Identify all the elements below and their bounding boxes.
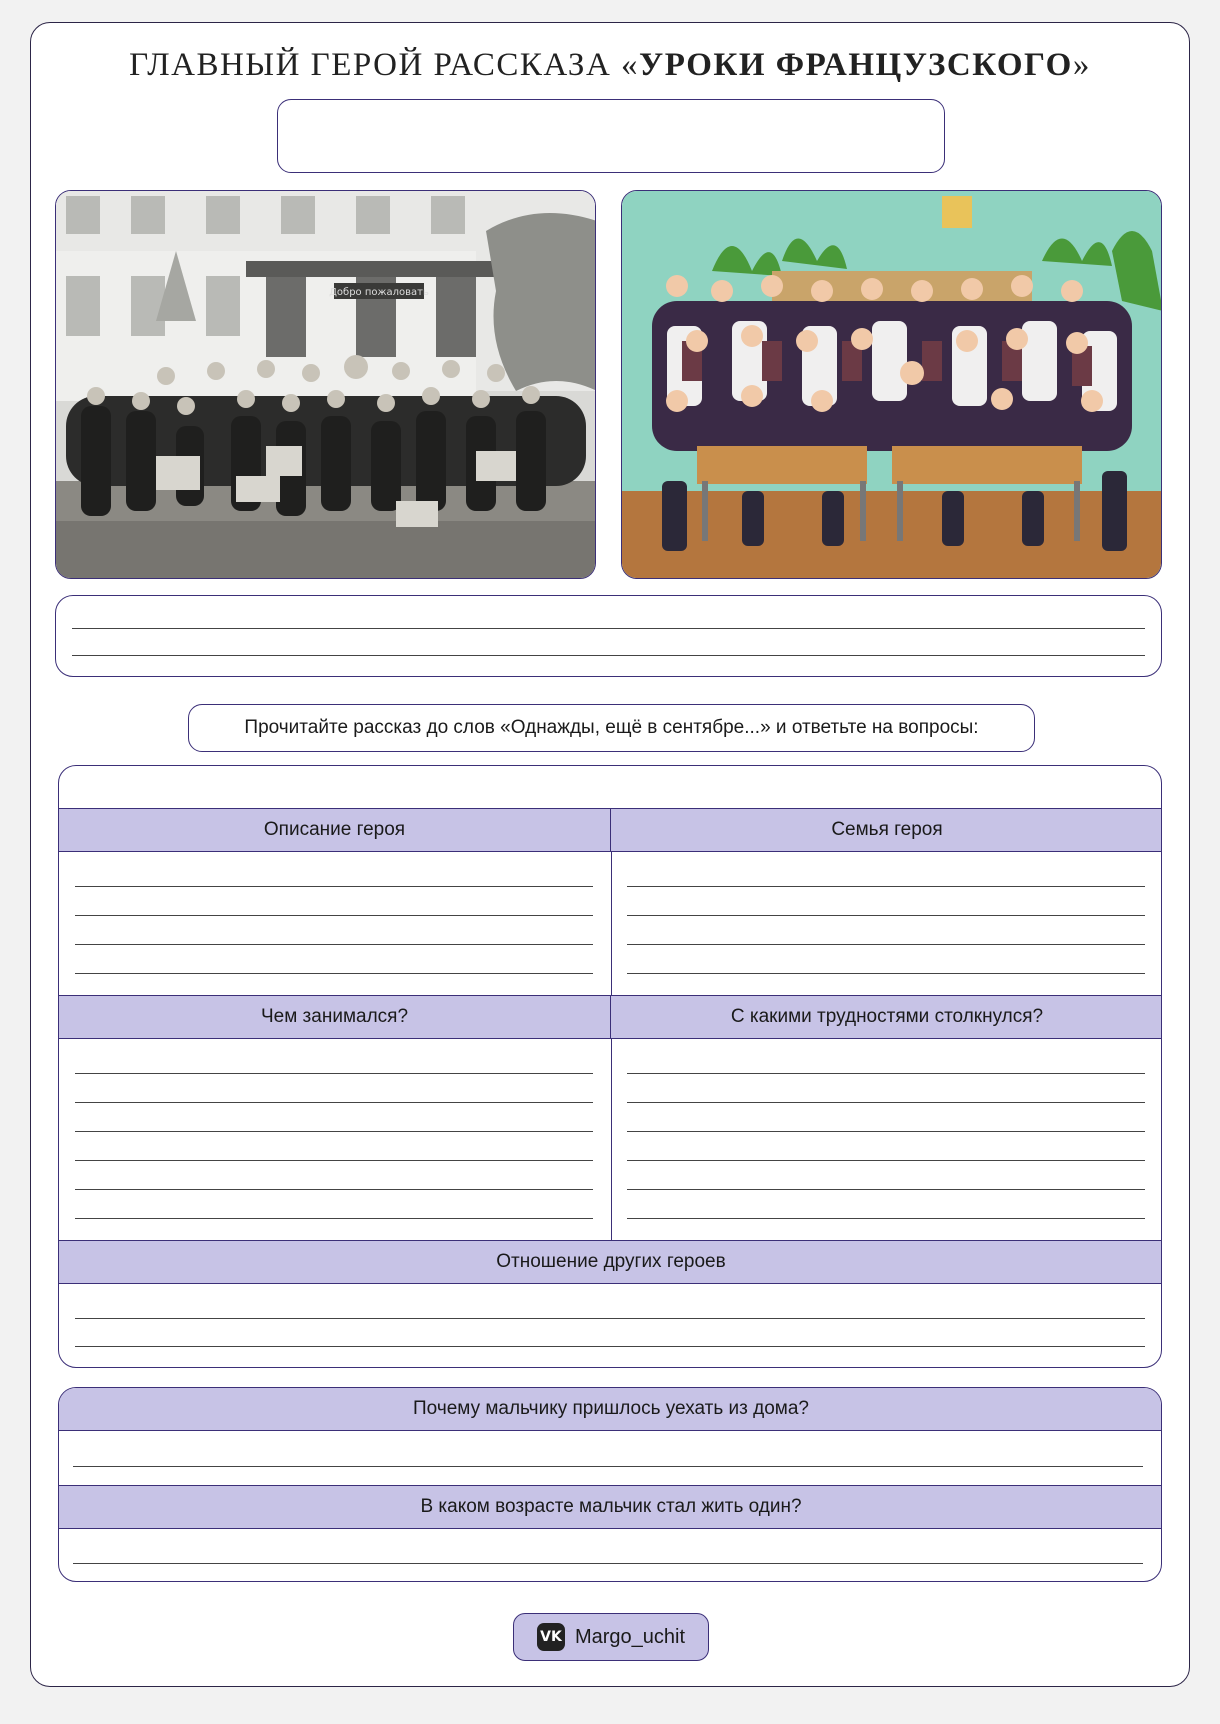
- header-difficulties: С какими трудностями столкнулся?: [611, 995, 1162, 1039]
- instruction-text: Прочитайте рассказ до слов «Однажды, ещё в сентябре...» и ответьте на вопросы:: [188, 704, 1035, 752]
- header-others-attitude: Отношение других героев: [59, 1240, 1162, 1284]
- questions-box: [58, 1387, 1162, 1582]
- author-handle: Margo_uchit: [574, 1625, 686, 1648]
- question-why-left-home: Почему мальчику пришлось уехать из дома?: [59, 1387, 1162, 1431]
- author-badge[interactable]: [513, 1613, 709, 1661]
- hero-name-field[interactable]: [277, 99, 945, 173]
- hero-table: [58, 765, 1162, 1368]
- question-age-alone: В каком возрасте мальчик стал жить один?: [59, 1485, 1162, 1529]
- photo-comparison-answer[interactable]: [55, 595, 1162, 677]
- header-hero-description: Описание героя: [59, 808, 611, 852]
- vk-icon: VK: [537, 1623, 565, 1651]
- age-alone-answer[interactable]: [73, 1563, 1143, 1564]
- old-school-photo: [55, 190, 596, 579]
- header-hero-family: Семья героя: [611, 808, 1162, 852]
- why-left-home-answer[interactable]: [73, 1466, 1143, 1467]
- welcome-sign: Добро пожаловать: [329, 287, 429, 298]
- worksheet: [30, 22, 1190, 1687]
- page-title: ГЛАВНЫЙ ГЕРОЙ РАССКАЗА «УРОКИ ФРАНЦУЗСКОГО»: [129, 47, 1091, 83]
- header-activities: Чем занимался?: [59, 995, 611, 1039]
- modern-class-photo: [621, 190, 1162, 579]
